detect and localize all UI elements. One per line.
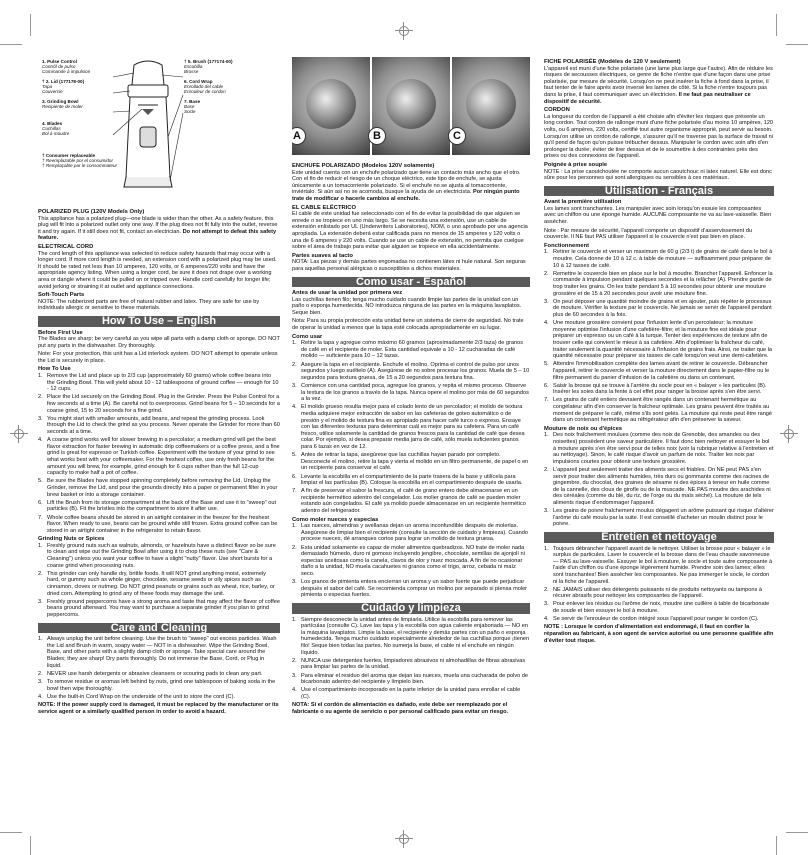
entretien-banner: Entretien et nettoyage [544, 532, 774, 543]
list-item: 4. El molido grueso resulta mejor para el colado lento de un percolador; el molido de textura media adquiere mejor extracción de sabor en las cafeteras de goteo automático o de presión y el molido de textura fina es apropiado para hacer café turco o expreso. Ensaye con las diferentes texturas para determinar cuál es mejor para su cafetera. Para un café fresco, utilice solamente la cantidad de granos frescos para la cantidad de café que desea colar. Por ejemplo, si desea preparar media jarra de café, sólo muela suficientes granos para 6 tazas en vez de 12. [292, 404, 525, 450]
registration-mark-top [395, 22, 413, 40]
avant-text: Les lames sont tranchantes. Les manipuler avec soin lorsqu'on essuie les composantes avec un chiffon ou une éponge humide. AUCUNE composante ne va au lave-vaisselle. Bien assécher. [544, 205, 772, 226]
list-item: 3. Comience con una cantidad poca, agregue los granos, y repita el mismo proceso. Observe la textura de los granos a través de la tapa. Nunca opere el molino por más de 60 segundos a la vez. [292, 383, 529, 403]
list-item: 1. Retirer le couvercle et verser un maximum de 60 g (2/3 t) de grains de café dans le bol à moudre. Cela donne de 10 à 12 c. à table de mouture — suffisamment pour préparer de 10 à 12 tasses de café. [544, 249, 773, 269]
poignee-text: NOTE : La prise caoutchoutée ne comporte aucun caoutchouc ni latex naturel. Elle est donc sûre pour les personnes qui sont allergiques ou sensibles à ces matériaux. [544, 168, 772, 182]
nueces-heading: Como moler nueces y especias [292, 516, 379, 523]
crop-mark [30, 14, 31, 36]
electrical-cord-text: The cord length of this appliance was selected to reduce safety hazards that may occur with a longer cord. If more cord length is needed, an extension cord with a polarized plug may be used. It should be rated not less than 10 amperes, 120 volts, or 6 amperes/220 volts and have the appropriate agency listing. When using a longer cord, be sure it does not drape over a working area or dangle where it could be pulled on or tripped over. Handle cord carefully for longer life; avoid jerking or straining it at outlet and appliance connections. [38, 250, 277, 290]
list-item: 4. Une mouture grossière convient pour l'infusion lente d'un percolateur; la mouture moyenne optimise l'infusion d'une cafetière-filtre; et la mouture fine est idéale pour préparer un espresso ou un café à la turque. Tenter des expériences de texture afin de trouver celle qui convient le mieux à sa cafetière. Afin d'optimiser la fraîcheur du café, traiter seulement la quantité nécessaire à l'infusion de grains frais. Ainsi, ne traiter que la quantité nécessaire pour préparer six tasses de café lorsqu'on veut une demi-cafetière. [544, 320, 773, 360]
list-item: 2. Remettre le couvercle bien en place sur le bol à moudre. Brancher l'appareil. Enfoncer la commande à impulsion pendant quelques secondes et la relâcher (A). Prendre garde de trop traiter les grains. On les traite pendant 5 à 10 secondes pour obtenir une mouture grossière et de 15 à 20 secondes pour avoir une mouture fine. [544, 270, 773, 297]
polarized-plug-warning: Do not attempt to defeat this safety feature. [38, 228, 277, 242]
fonctionnement-heading: Fonctionnement [544, 242, 590, 249]
list-item: 2. L'appareil peut seulement traiter des aliments secs et friables. On NE peut PAS s'en servir pour traiter des aliments humides, très durs ou gommants comme des racines de gingembre, du chocolat, des graines de sésame ni des épices à teneur en huile comme de la cannelle, des clous de girofle ou de la muscade. NE PAS moudre des arachides ni des céréales (comme du blé, du riz, de l'orge ou du maïs séché). La mouture de tels aliments risque d'endommager l'appareil. [544, 467, 771, 506]
list-item: 1. Freshly ground nuts such as walnuts, almonds, or hazelnuts have a distinct flavor so be sure to clean and wipe out the Grinding Bowl after using it to chop these nuts (see "Care & Cleaning") unless you want your coffee to have a slight "nutty" flavor. Use short bursts for a coarse grind when processing nuts. [38, 542, 276, 569]
part-blades: 4. Blades Cuchillas Bol à moudre [42, 121, 70, 137]
crop-mark [0, 832, 22, 833]
polarized-plug-text: This appliance has a polarized plug—one blade is wider than the other. As a safety feature, this plug will fit into a polarized outlet only one way. If the plug does not fit fully into the outlet, reverse it and try again. If it still does not fit, contact an electrician. [38, 215, 278, 235]
como-usar-banner: Como usar - Español [292, 277, 530, 288]
list-item: 3. Freshly ground peppercorns have a strong aroma and taste that may affect the flavor of coffee beans ground afterward. You may want to purchase a separate grinder if you plan to grind peppercorns. [38, 598, 280, 618]
list-item: 3. Para eliminar el residuo del aroma que dejan las nueces, muela una cucharada de polvo de bicarbonato adentro del recipiente y límpielo bien. [292, 672, 529, 686]
list-item: 6. Saisir la brosse qui se trouve à l'arrière du socle pour en « balayer » les particules (B). Insérer les soies dans la fente à cet effet pour ranger la brosse après s'en être servi. [544, 382, 767, 396]
before-first-use-heading: Before First Use [38, 329, 83, 336]
cable-heading: EL CABLE ELÉCTRICO [292, 204, 356, 211]
list-item: 2. Place the Lid securely on the Grinding Bowl. Plug in the Grinder. Press the Pulse Control for a few seconds at a time (A). Be careful not to overprocess. Grind beans for 5 – 10 seconds for a coarse grind, 15 to 20 seconds for a fine grind. [38, 394, 280, 414]
parts-diagram [38, 57, 280, 207]
antes-text: Las cuchillas tienen filo; tenga mucho cuidado cuando limpie las partes de la unidad con un paño o esponja humedecida. NO introduzca ninguna de las partes en la máquina lavaplatos. Seque bien. [292, 296, 522, 316]
registration-mark-right [780, 425, 798, 443]
avant-heading: Avant la première utilisation [544, 199, 622, 206]
photo-label-b: B [368, 127, 386, 145]
list-item: 3. Los granos de pimienta entera encierran un aroma y un sabor fuerte que puede perjudicar después el sabor del café. Se recomienda comprar un molino por separado si piensa moler pimienta o especias fuertes. [292, 579, 528, 599]
part-cord-wrap: 6. Cord Wrap Enrollado del cable Enrouleur de cordon [184, 79, 226, 95]
enchufe-heading: ENCHUFE POLARIZADO (Modelos 120V solamente) [292, 163, 435, 169]
list-item: 2. Esta unidad solamente es capaz de moler alimentos quebradizos. NO trate de moler nada demasiado húmedo, duro ni gomoso incluyendo jengibre, chocolate, semillas de ajonjolí ni especias aceitosas como la canela, clavos de olor y nuez moscada. A fin de no ocasionar daño a la unidad, NO muela cacahuetes ni granos como el trigo, arroz, cebada ni maíz seco. [292, 544, 525, 577]
list-item: 7. Whole coffee beans should be stored in an airtight container in the freezer for the freshest flavor. When ready to use, beans can be ground while still frozen. Extra ground coffee can be stored in an airtight container in the refrigerator to retain flavor. [38, 514, 278, 534]
before-first-use-text: The Blades are sharp; be very careful as you wipe all parts with a damp cloth or sponge. DO NOT put any parts in the dishwasher. Dry thoroughly. [38, 336, 280, 349]
avant-note: Note : Par mesure de sécurité, l'appareil comporte un dispositif d'asservissement du couvercle. Il NE faut PAS utiliser l'appareil si le couvercle n'est pas bien en place. [544, 227, 752, 241]
list-item: 3. To remove residue or aromas left behind by nuts, grind one tablespoon of baking soda in the bowl then wipe thoroughly. [38, 678, 276, 692]
soft-touch-heading: Soft-Touch Parts [38, 292, 85, 299]
list-item: 5. Attendre l'immobilisation complète des lames avant de retirer le couvercle. Débrancher l'appareil, retirer le couvercle et verser la mouture directement dans le papier-filtre ou le filtre permanent du panier d'infusion de la cafetière ou dans un contenant. [544, 361, 770, 381]
crop-mark [30, 836, 31, 855]
list-item: 1. Toujours débrancher l'appareil avant de le nettoyer. Utiliser la brosse pour « balayer » le surplus de particules. Laver le couvercle et la brosse dans de l'eau chaude savonneuse — PAS au lave-vaisselle. Essuyer le bol à mouture, le socle et toute autre composante à l'aide d'un chiffon ou d'une éponge légèrement humide. Prendre soin des lames; elles sont tranchantes! Bien assécher les composantes. Ne pas immerger le socle, le cordon ni la fiche de l'appareil. [544, 545, 773, 585]
part-pulse-control: 1. Pulse Control Contrôl de pulso Commande à impulsion [42, 59, 91, 75]
crop-mark [776, 836, 777, 855]
nuts-spices-heading: Grinding Nuts or Spices [38, 536, 105, 543]
photo-label-c: C [448, 127, 466, 145]
list-item: 4. Se servir de l'enrouleur de cordon intégré sous l'appareil pour ranger le cordon (C). [544, 616, 759, 623]
list-item: 1. Des noix fraîchement moulues (comme des noix de Grenoble, des amandes ou des noisettes) possèdent une saveur particulière. Il faut donc bien nettoyer et essuyer le bol à mouture après s'en être servi pour de telles noix (voir la rubrique relative à l'entretien et au nettoyage). Sinon, le café risque d'avoir un parfum de noix. Traiter les noix par impulsions courtes pour obtenir une texture grossière. [544, 432, 774, 465]
cordon-text: La longueur du cordon de l'appareil a été choisie afin d'éviter les risques que présente un long cordon. Tout cordon de rallonge muni d'une fiche polarisée d'au moins 10 ampères, 120 volts, ou 6 ampères, 220 volts, certifié tout autre organisme approprié, peut servir au besoin. Lorsqu'on utilise un cordon de rallonge, s'assurer qu'il ne traverse pas la surface de travail ni qu'il pend de façon qu'on puisse trébucher dessus. Manipuler le cordon avec soin afin d'en prolonger la durée; éviter de tirer dessus et de le soumettre à des contraintes près des prises ou des connexions de l'appareil. [544, 113, 774, 160]
como-usar-heading: Como usar [292, 333, 323, 340]
entretien-note: NOTE : Lorsque le cordon d'alimentation est endommagé, il faut en confier la réparation au fabricant, à son agent de service autorisé ou une personne qualifiée afin d'éviter tout risque. [544, 624, 774, 644]
list-item: 5. Antes de retirar la tapa, asegúrese que las cuchillas hayan parado por completo. Desconecte el molino, retire la tapa y vierta el molido en un filtro permanente, de papel o en un recipiente para conservar el café. [292, 452, 529, 472]
noix-steps [544, 432, 774, 528]
care-cleaning-banner: Care and Cleaning [38, 623, 280, 634]
cordon-heading: CORDON [544, 107, 570, 114]
fiche-warning: Il ne faut pas neutraliser ce dispositif de sécurité. [544, 91, 751, 105]
nuts-spices-steps [38, 543, 280, 619]
como-usar-steps [292, 340, 530, 514]
fiche-text: L'appareil est muni d'une fiche polarisée (une lame plus large que l'autre). Afin de réduire les risques de secousses électriques, ce genre de fiche n'entre que d'une façon dans une prise polarisée, par mesure de sécurité. Lorsqu'on ne peut insérer la fiche à fond dans la prise, il faut tenter de le faire après avoir inversé les lames de côté. Si la fiche n'entre toujours pas dans la prise, il faut communiquer avec un électricien. [544, 65, 773, 98]
fiche-heading: FICHE POLARISÉE (Modèles de 120 V seulement) [544, 59, 681, 65]
poignee-heading: Poignée à prise souple [544, 161, 608, 168]
list-item: 1. Remove the Lid and place up to 2/3 cup (approximately 60 grams) whole coffee beans into the Grinding Bowl. This will yield about 10 - 12 tablespoons of ground coffee — enough for 10 - 12 cups. [38, 373, 279, 393]
list-item: 3. Les grains de poivre fraîchement moulus dégagent un arôme puissant qui risque d'altérer l'arôme du café moulu par la suite. Il est conseillé d'acheter un moulin distinct pour le poivre. [544, 508, 774, 528]
crop-mark [786, 44, 808, 45]
list-item: 1. Retire la tapa y agregue como máximo 60 gramos (aproximadamente 2/3 taza) de granos de café en el recipiente de moler. Esta cantidad equivale a 10 - 12 cucharadas de café molido — suficiente para 10 – 12 tazas. [292, 340, 523, 360]
list-item: 2. NUNCA use detergentes fuertes, limpiadores abrasivos ni almohadillas de fibras abrasivas para limpiar las partes de la unidad. [292, 657, 526, 671]
noix-heading: Mouture de noix ou d'épices [544, 425, 623, 432]
enchufe-warning: Por ningún punto trate de modificar o hacerle cambios al enchufe. [292, 189, 520, 202]
antes-nota: Nota: Para su propia protección esta unidad tiene un sistema de cierre de seguridad. No trate de operar la unidad a menos que la tapa esté colocada apropiadamente en su lugar. [292, 318, 524, 332]
list-item: 2. This grinder can only handle dry, brittle foods. It will NOT grind anything moist, extremely hard, or gummy such as whole ginger, chocolate, sesame seeds or oily spices such as cinnamon, cloves or nutmeg. Do NOT grind peanuts or grains such as wheat, rice, barley, or dried corn. Attempting to grind any of these foods may damage the unit. [38, 570, 275, 597]
french-column [544, 57, 774, 827]
list-item: 3. Pour enlever les résidus ou l'arôme de noix, moudre une cuillère à table de bicarbonate de soude et bien essuyer le bol à mouture. [544, 601, 770, 615]
list-item: 7. Les grains de café entiers devraient être rangés dans un contenant hermétique au congélateur afin d'en conserver la fraîcheur optimale. Les grains peuvent être traités au moment de préparer le café, même s'ils sont gelés. La mouture qui reste peut être rangé dans un contenant hermétique au réfrigérateur afin d'en préserver la saveur. [544, 397, 773, 424]
list-item: 2. Asegure la tapa en el recipiente. Enchufe el molino. Oprima el control de pulso por unos segundos y luego suéltelo (A). Asegúrese de no sobre procesar los granos. Muela de 5 – 10 segundos para textura gruesa, de 15 a 20 segundos para textura fina. [292, 361, 530, 381]
crop-mark [786, 832, 808, 833]
partes-suaves-text: NOTA: Las piezas y demás partes engomadas no contienen látex ni hule natural. Son seguras para aquellas personal alérgicas o susceptibles a dichos materiales. [292, 259, 526, 272]
entretien-steps [544, 546, 774, 623]
list-item: 5. Be sure the Blades have stopped spinning completely before removing the Lid. Unplug the Grinder, remove the Lid, and pour the grounds directly into a paper or permanent filter in your brew basket or into a storage container. [38, 478, 278, 498]
registration-mark-bottom [395, 830, 413, 848]
cuidado-note: NOTA: Si el cordón de alimentación es dañado, este debe ser reemplazado por el fabricante o su agente de servicio o por personal calificado para evitar un riesgo. [292, 702, 509, 715]
part-lid: † 2. Lid (177178-00) Tapa Couvercle [42, 79, 85, 95]
how-to-use-heading: How To Use [38, 366, 71, 373]
usage-photos [292, 57, 530, 157]
partes-suaves-heading: Partes suaves al tacto [292, 252, 353, 259]
how-to-use-banner: How To Use – English [38, 316, 280, 327]
fonctionnement-steps [544, 249, 774, 423]
english-column [38, 57, 280, 827]
enchufe-text: Este unidad cuenta con un enchufe polarizado que tiene un contacto más ancho que el otro. Con el fin de reducir el riesgo de un choque eléctrico, este tipo de enchufe, se ajusta únicamente a un tomacorriente polarizado. Si el enchufe no se ajusta al tomacorriente, inviértalo. Si aún así no se acomoda, busque la ayuda de un electricista. [292, 169, 521, 196]
list-item: 7. A fin de preservar el sabor la frescura, el café de grano entero debe almacenarse en un recipiente hermético adentro del congelador. Los molier granos de café se pueden moler estando aún congelados. El café ya molido puede almacenarse en un recipiente hermético adentro del refrigerador. [292, 488, 526, 515]
photo-label-a: A [292, 127, 306, 145]
list-item: 1. Always unplug the unit before cleaning. Use the brush to "sweep" out excess particles. Wash the Lid and Brush in warm, soapy water — NOT in a dishwasher. Wipe the Grinding Bowl, Base, and other parts with a slightly damp cloth or sponge. Take special care around the Blades; they are sharp! Dry parts thoroughly. Do not immerse the Base, Cord, or Plug in liquid. [38, 636, 277, 669]
list-item: 3. On peut déposer une quantité moindre de grains et en ajouter, puis répéter le processus de mouture. Vérifier la texture par le couvercle. Ne jamais se servir de l'appareil pendant plus de 60 secondes à la fois. [544, 298, 772, 318]
part-grinding-bowl: 3. Grinding Bowl Recipiente de moler [42, 99, 83, 110]
registration-mark-left [10, 425, 28, 443]
nueces-steps [292, 523, 530, 599]
list-item: 4. Use the built-in Cord Wrap on the underside of the unit to store the cord (C). [38, 693, 236, 700]
part-brush: † 5. Brush (177174-00) Escobilla Brosse [184, 59, 233, 75]
crop-mark [0, 44, 22, 45]
care-cleaning-steps [38, 636, 280, 700]
list-item: 1. Siempre desconecte la unidad antes de limpiarla. Utilice la escobilla para remover las partículas (consulte C). Lave las tapa y la escobilla con agua caliente enjabonada — NO en la máquina lavaplatos. Limpie la base, el recipiente y demás partes con un paño o esponja humedecida. Tenga mucho cuidado especialmente alrededor de las cuchillas porque ¡tienen filo! Seque bien todas las partes. No sumerja la base, el cable ni el enchufe en ningún líquido. [292, 616, 530, 656]
cuidado-banner: Cuidado y limpieza [292, 603, 530, 614]
part-base: 7. Base Base Socle [184, 99, 201, 115]
list-item: 4. A coarse grind works well for slower brewing in a percolator; a medium grind will get the best flavor extraction for faster brewing in automatic drip coffeemakers or a coffee press, and a fine grind is great for espresso or Turkish coffee. Experiment with the texture of your grind to see what works best with your coffeemaker. For the freshest coffee, use only fresh beans for the amount you will brew, for example, grind enough for 6 cups rather than the full 12-cup capacity to make half a pot of coffee. [38, 437, 280, 477]
list-item: 6. Lift the Brush from its storage compartment at the back of the Base and use it to "sweep" out particles (B). Fit the bristles into the compartment to store it after use. [38, 499, 277, 513]
antes-heading: Antes de usar la unidad por primera vez [292, 290, 403, 297]
cable-text: El cable de este unidad fue seleccionado con el fin de evitar la posibilidad de que alguien se enrede o se tropiece en uno más largo. Se se necesita una extensión, use un cable de extensión enlistado por UL (Underwriters Laboratories), NOM, o uno aprobado por una agencia apropiada. La extensión deberá estar calificada para no menos de 15 amperes y 120 volts o una de 6 amperes y 220 volts. Cuando se use un cable de extensión, no permita que cuelgue sobre el área de trabajo para evitar que alguien se tropiece en ella accidentalmente. [292, 211, 528, 251]
utilisation-banner: Utilisation - Français [544, 186, 774, 197]
list-item: 1. Las nueces, almendras y avellanas dejan un aroma inconfundible después de molerlas. Asegúrese de limpiar bien el recipiente (consulte la sección de cuidado y limpieza). Cuando procese nueces, dé arranques cortos para lograr un molido de textura gruesa. [292, 523, 528, 543]
care-note: NOTE: If the power supply cord is damaged, it must be replaced by the manufacturer or its service agent or a similarly qualified person in order to avoid a hazard. [38, 701, 279, 715]
list-item: 2. NEVER use harsh detergents or abrasive cleansers or scouring pads to clean any part. [38, 670, 263, 677]
list-item: 2. NE JAMAIS utiliser des détergents puissants ni de produits nettoyants ou tampons à récurer abrasifs pour nettoyer les composantes de l'appareil. [544, 586, 762, 600]
replaceable-legend: † Consumer replaceable † Reemplazable por el consumidor † Remplaçable par le consommateur [42, 153, 118, 169]
electrical-cord-heading: ELECTRICAL CORD [38, 243, 94, 250]
list-item: 6. Levante la escobilla en el compartimiento de la parte trasera de la base y utilícela para limpiar el las partículas (B). Coloque la escobilla en el compartimiento después de usarla. [292, 473, 523, 487]
soft-touch-text: NOTE: The rubberized parts are free of natural rubber and latex. They are safe for use by individuals allergic or sensitive to these materials. [38, 298, 260, 312]
spanish-column [292, 57, 530, 827]
list-item: 3. You might start with smaller amounts, add beans, and repeat the grinding process. Look through the Lid to check the grind as you process. Never operate the Grinder for more than 60 seconds at a time. [38, 415, 280, 435]
how-to-use-steps [38, 373, 280, 534]
polarized-plug-heading: POLARIZED PLUG (120V Models Only) [38, 209, 145, 215]
cuidado-steps [292, 617, 530, 701]
interlock-note: Note: For your protection, this unit has a Lid interlock system. DO NOT attempt to operate unless the Lid is securely in place. [38, 351, 278, 364]
list-item: 4. Use el compartimiento incorporado en la parte inferior de la unidad para enrollar el cable (C). [292, 687, 521, 700]
crop-mark [776, 14, 777, 36]
